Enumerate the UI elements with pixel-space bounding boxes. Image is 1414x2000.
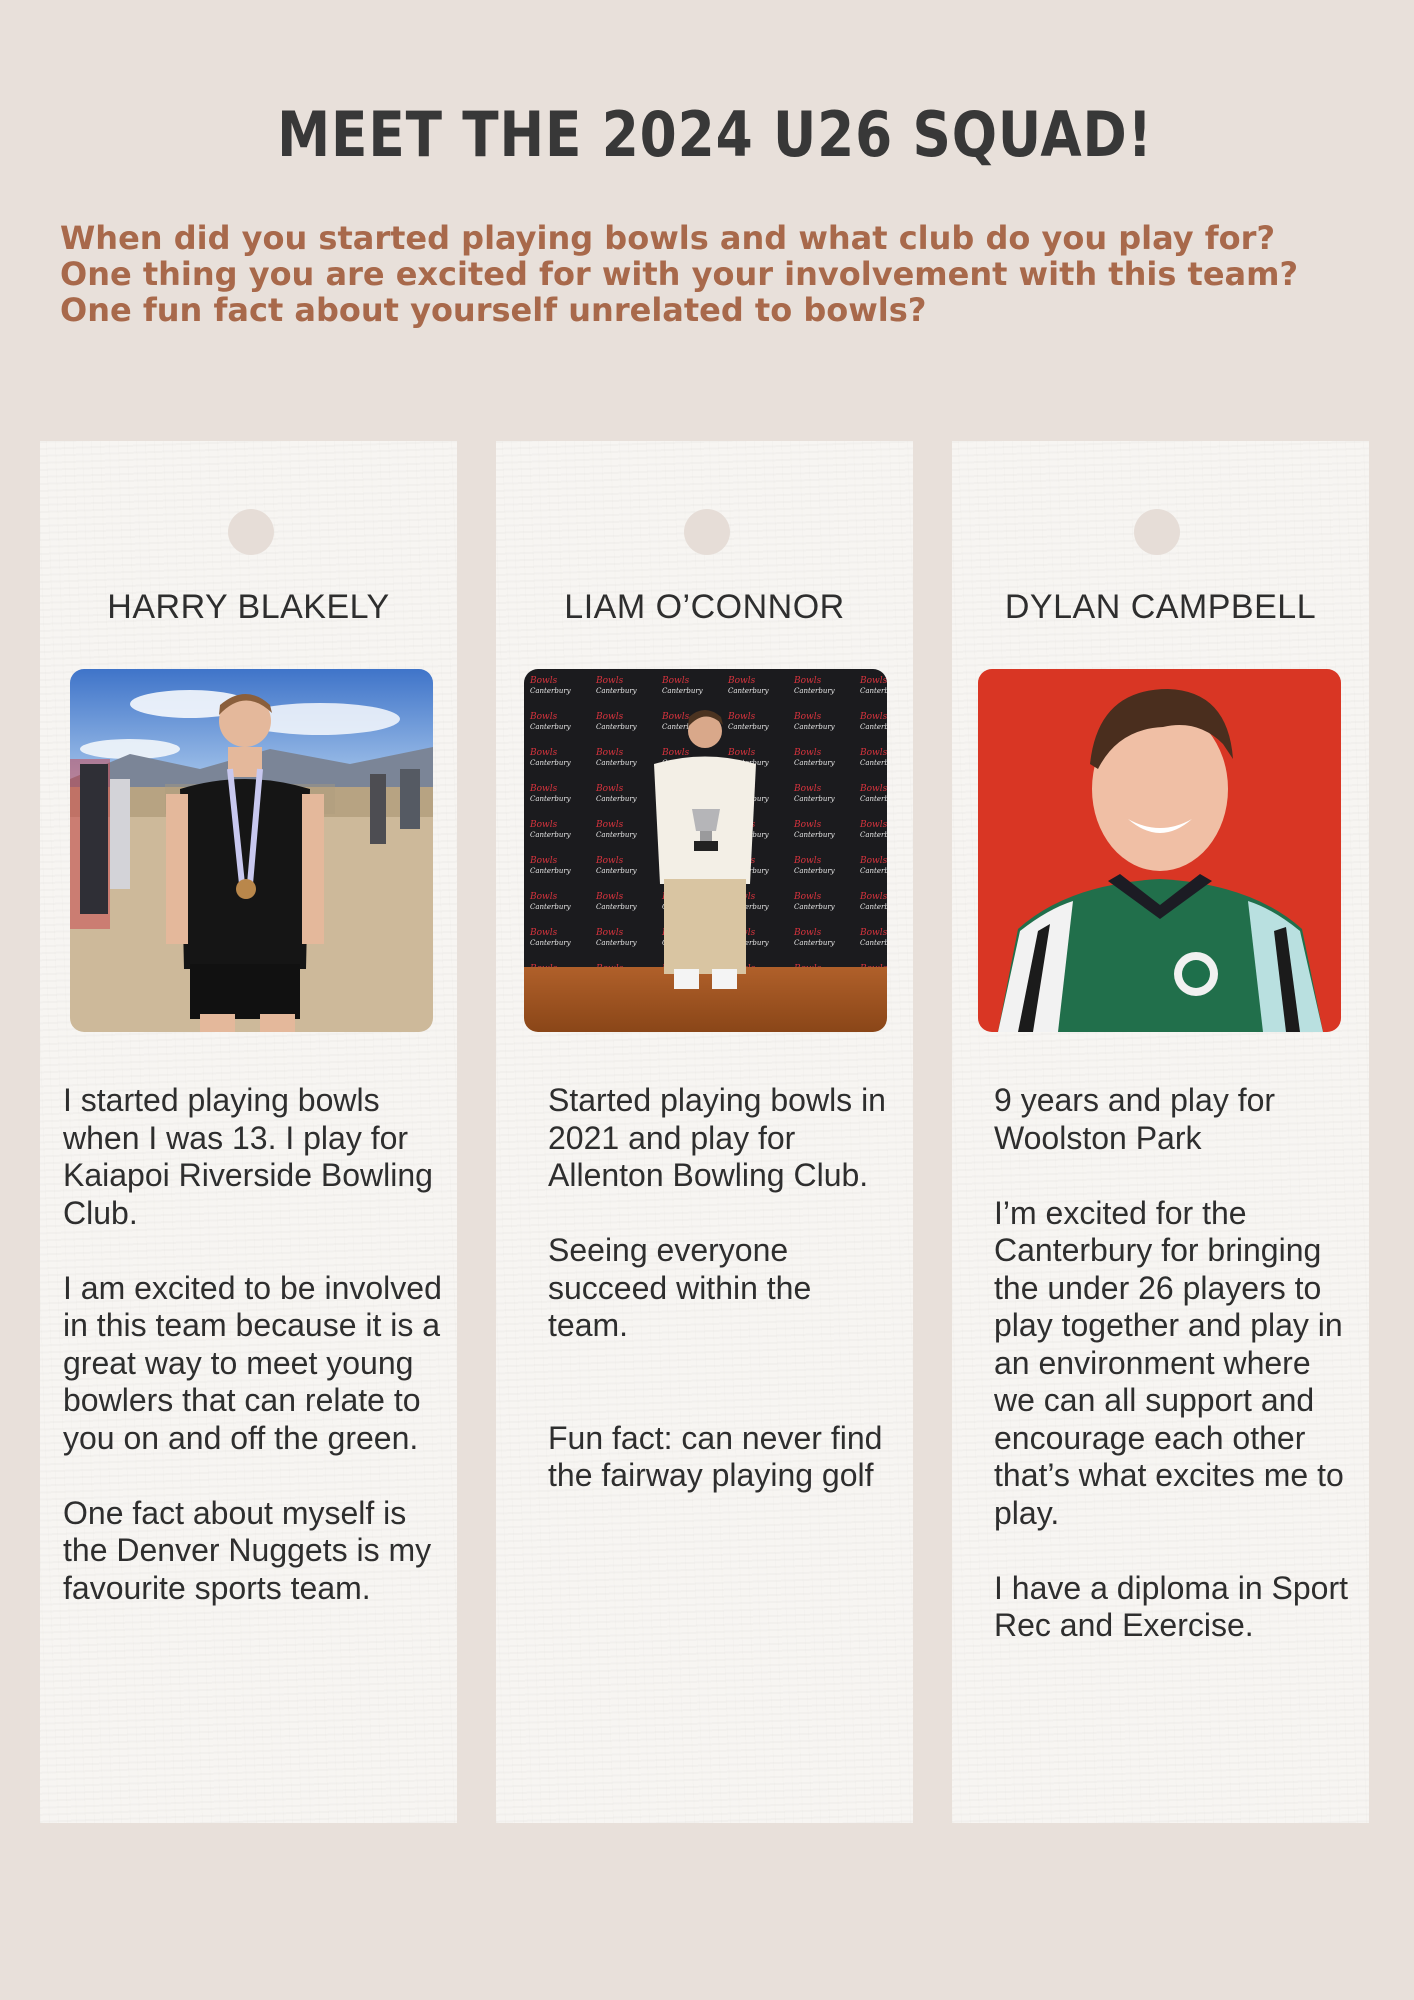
card-punch-hole bbox=[228, 509, 274, 555]
player-photo-liam bbox=[524, 669, 887, 1032]
player-bio bbox=[548, 1082, 898, 1532]
question-3: One fun fact about yourself unrelated to bowls? bbox=[60, 291, 927, 329]
player-bio bbox=[63, 1082, 443, 1645]
bio-paragraph-2: I’m excited for the Canterbury for bringing the under 26 players to play together and play in an environment where we can all support and encourage each other that’s what excites me to play. bbox=[994, 1194, 1344, 1531]
bio-paragraph-1: 9 years and play for Woolston Park bbox=[994, 1082, 1276, 1156]
question-1: When did you started playing bowls and what club do you play for? bbox=[60, 219, 1275, 257]
player-photo-harry bbox=[70, 669, 433, 1032]
bio-paragraph-1: I started playing bowls when I was 13. I play for Kaiapoi Riverside Bowling Club. bbox=[63, 1082, 433, 1231]
player-name: DYLAN CAMPBELL bbox=[1004, 588, 1317, 626]
bio-paragraph-2: I am excited to be involved in this team because it is a great way to meet young bowlers that can relate to you on and off the green. bbox=[63, 1269, 442, 1456]
page-title: MEET THE 2024 U26 SQUAD! bbox=[277, 98, 1153, 171]
player-bio bbox=[994, 1082, 1359, 1682]
player-name: HARRY BLAKELY bbox=[107, 588, 390, 626]
card-punch-hole bbox=[1134, 509, 1180, 555]
bio-paragraph-3: I have a diploma in Sport Rec and Exercise. bbox=[994, 1569, 1348, 1643]
questions-block bbox=[60, 220, 1390, 328]
question-2: One thing you are excited for with your involvement with this team? bbox=[60, 255, 1299, 293]
bio-paragraph-2: Seeing everyone succeed within the team. bbox=[548, 1232, 812, 1343]
player-card-liam bbox=[496, 441, 913, 1823]
player-photo-dylan bbox=[978, 669, 1341, 1032]
player-name: LIAM O’CONNOR bbox=[564, 588, 845, 626]
card-punch-hole bbox=[684, 509, 730, 555]
bio-paragraph-3: One fact about myself is the Denver Nuggets is my favourite sports team. bbox=[63, 1494, 432, 1606]
bio-paragraph-3: Fun fact: can never find the fairway playing golf bbox=[548, 1419, 883, 1493]
bio-paragraph-1: Started playing bowls in 2021 and play for Allenton Bowling Club. bbox=[548, 1082, 886, 1193]
player-card-dylan bbox=[952, 441, 1369, 1823]
player-card-harry bbox=[40, 441, 457, 1823]
